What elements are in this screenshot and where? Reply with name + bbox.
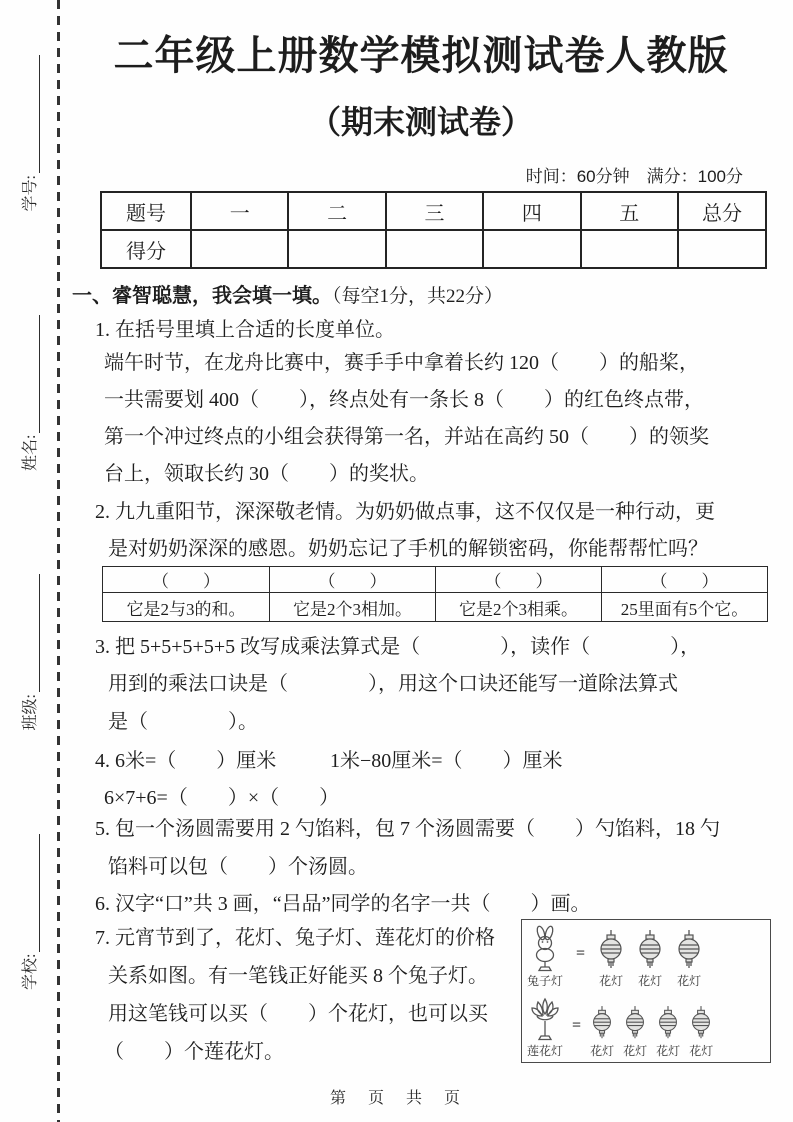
q2-options-table (102, 566, 768, 622)
question-2-line: 是对奶奶深深的感恩。奶奶忘记了手机的解锁密码，你能帮帮忙吗？ (108, 538, 708, 560)
question-1-line: 台上，领取长约 30（ ）的奖状。 (104, 463, 429, 485)
seal-line (13, 35, 43, 1085)
score-table-header-cell: 总分 (677, 193, 765, 229)
seal-field-blank (24, 574, 40, 692)
page-title: 二年级上册数学模拟测试卷人教版 (113, 34, 729, 78)
question-6-line: 6. 汉字“口”共 3 画，“吕品”同学的名字一共（ ）画。 (95, 893, 591, 915)
question-7-line: （ ）个莲花灯。 (104, 1041, 284, 1063)
lantern-price-figure (521, 919, 771, 1063)
option-blank-cell: （ ） (269, 567, 435, 592)
rabbit-lantern-cell (527, 924, 563, 989)
question-4-line: 6×7+6=（ ）×（ ） (104, 787, 340, 809)
question-2-line: 2. 九九重阳节，深深敬老情。为奶奶做点事，这不仅仅是一种行动，更 (95, 501, 715, 523)
question-1-line: 端午时节，在龙舟比赛中，赛手手中拿着长约 120（ ）的船桨， (104, 352, 699, 374)
option-clue-cell: 它是2个3相乘。 (435, 592, 601, 621)
seal-field-label: 班级: (21, 694, 39, 731)
question-3-line: 用到的乘法口诀是（ ），用这个口诀还能写一道除法算式 (108, 673, 678, 695)
lantern-label: 花灯 (590, 1044, 615, 1058)
option-blank-cell: （ ） (152, 572, 220, 591)
section-one-heading: 一、睿智聪慧，我会填一填。 (72, 285, 332, 307)
lantern-label: 花灯 (599, 974, 624, 988)
option-blank-cell: （ ） (435, 567, 601, 592)
flower-lantern-icon (657, 1004, 679, 1042)
flower-lantern-cell (676, 928, 702, 989)
question-1-line: 第一个冲过终点的小组会获得第一名，并站在高约 50（ ）的领奖 (104, 426, 709, 448)
equals-sign: = (572, 1017, 582, 1034)
flower-lantern-cell (637, 928, 663, 989)
lantern-label: 花灯 (638, 974, 663, 988)
score-cell (580, 229, 677, 267)
figure-row-rabbit (527, 924, 765, 989)
flower-lantern-icon (598, 928, 624, 972)
option-clue-cell: 它是2个3相加。 (269, 592, 435, 621)
option-clue-cell: 25里面有5个它。 (601, 592, 767, 621)
question-1-line: 一共需要划 400（ ），终点处有一条长 8（ ）的红色终点带， (104, 389, 704, 411)
page-subtitle: （期末测试卷） (308, 104, 533, 140)
flower-lantern-icon (690, 1004, 712, 1042)
figure-row-lotus (527, 996, 765, 1059)
rabbit-lantern-icon (528, 924, 562, 972)
flower-lantern-icon (624, 1004, 646, 1042)
score-table-header-cell: 四 (482, 193, 579, 229)
lantern-label: 花灯 (656, 1044, 681, 1058)
seal-field-class (17, 574, 40, 730)
seal-field-school (17, 834, 40, 990)
lotus-lantern-icon (527, 996, 563, 1042)
seal-field-blank (24, 315, 40, 433)
flower-lantern-cell (590, 1004, 614, 1059)
equals-sign: = (576, 945, 586, 962)
option-blank-cell: （ ） (601, 567, 767, 592)
section-one-heading-line (72, 279, 503, 308)
flower-lantern-cell (656, 1004, 680, 1059)
score-table-header-cell: 一 (190, 193, 287, 229)
question-7-line: 用这笔钱可以买（ ）个花灯，也可以买 (108, 1003, 488, 1025)
exam-meta: 时间：60分钟 满分：100分 (525, 167, 743, 186)
score-table-header-cell: 三 (385, 193, 482, 229)
score-cell (482, 229, 579, 267)
section-one-note: （每空1分，共22分） (332, 286, 504, 307)
score-table (100, 191, 767, 269)
flower-lantern-icon (591, 1004, 613, 1042)
lantern-label: 花灯 (623, 1044, 648, 1058)
question-3-line: 3. 把 5+5+5+5+5 改写成乘法算式是（ ），读作（ ）， (95, 636, 701, 658)
lantern-label: 兔子灯 (527, 974, 564, 988)
question-5-line: 5. 包一个汤圆需要用 2 勺馅料，包 7 个汤圆需要（ ）勺馅料，18 勺 (95, 818, 720, 840)
score-cell (385, 229, 482, 267)
question-3-line: 是（ ）。 (108, 711, 258, 733)
option-clue-cell: 它是2与3的和。 (103, 592, 269, 621)
flower-lantern-icon (676, 928, 702, 972)
score-label-cell: 得分 (102, 229, 190, 267)
page-footer: 第 页 共 页 (329, 1090, 463, 1107)
flower-lantern-cell (623, 1004, 647, 1059)
seal-field-label: 学号: (21, 175, 39, 212)
question-4-left: 4. 6米=（ ）厘米 (95, 750, 277, 772)
score-table-header-cell: 五 (580, 193, 677, 229)
question-7-line: 关系如图。有一笔钱正好能买 8 个兔子灯。 (108, 965, 488, 987)
question-7-line: 7. 元宵节到了，花灯、兔子灯、莲花灯的价格 (95, 927, 495, 949)
question-5-line: 馅料可以包（ ）个汤圆。 (108, 856, 368, 878)
flower-lantern-cell (598, 928, 624, 989)
seal-field-blank (24, 834, 40, 952)
question-1-stem: 1. 在括号里填上合适的长度单位。 (95, 319, 395, 341)
cut-dashed-line (57, 0, 60, 1122)
flower-lantern-cell (689, 1004, 713, 1059)
lantern-label: 莲花灯 (527, 1044, 564, 1058)
lotus-lantern-cell (527, 996, 563, 1059)
seal-field-name (17, 315, 40, 471)
score-table-header-cell: 二 (287, 193, 384, 229)
seal-field-label: 姓名: (21, 434, 39, 471)
flower-lantern-icon (637, 928, 663, 972)
score-cell (287, 229, 384, 267)
seal-field-blank (24, 55, 40, 173)
lantern-label: 花灯 (677, 974, 702, 988)
score-cell (677, 229, 765, 267)
seal-field-label: 学校: (21, 953, 39, 990)
question-4-right: 1米−80厘米=（ ）厘米 (330, 750, 563, 772)
lantern-label: 花灯 (689, 1044, 714, 1058)
score-cell (190, 229, 287, 267)
score-table-header-cell: 题号 (126, 202, 166, 225)
seal-field-student-number (17, 55, 40, 211)
